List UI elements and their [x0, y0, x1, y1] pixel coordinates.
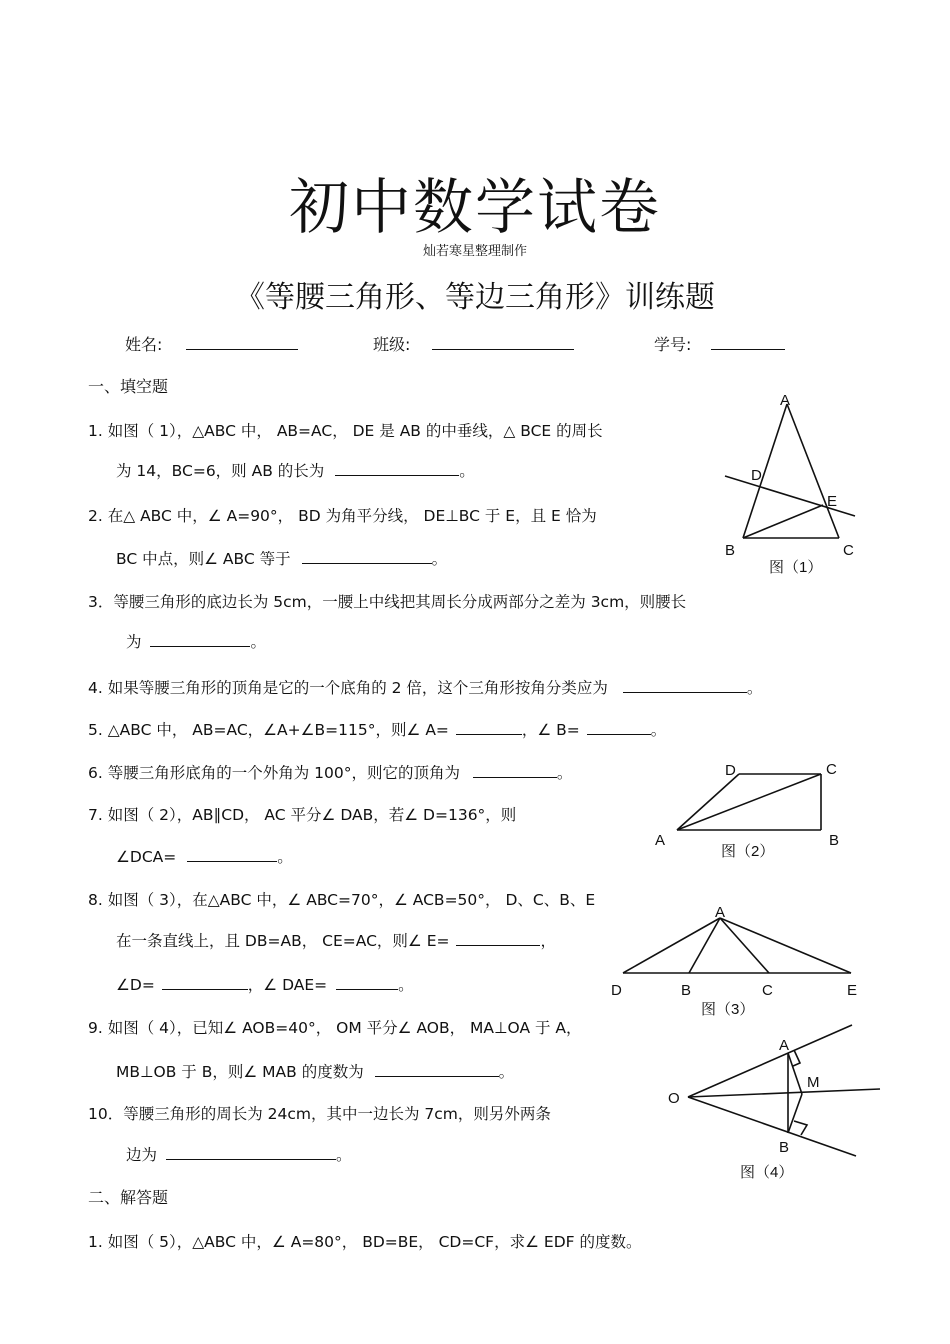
- question-1-line-2: [116, 459, 475, 481]
- question-7-text: ∠DCA=: [116, 848, 177, 866]
- question-6: [88, 761, 572, 783]
- question-10-line-2: [126, 1143, 351, 1165]
- class-field: [373, 332, 574, 355]
- question-8-text-b: 在一条直线上，且 DB=AB， CE=AC，则∠ E=: [116, 932, 450, 950]
- name-field: [125, 332, 298, 355]
- question-6-text: 6. 等腰三角形底角的一个外角为 100°，则它的顶角为: [88, 764, 460, 782]
- question-2-line-2: [116, 547, 447, 569]
- fig3-label-e: E: [847, 982, 858, 999]
- period: 。: [459, 462, 475, 480]
- id-field: [654, 332, 785, 355]
- answer-blank[interactable]: [375, 1060, 499, 1077]
- section-solve-heading: 二、解答题: [88, 1188, 169, 1207]
- fig3-label-d: D: [611, 982, 622, 999]
- question-1-line-1: 1. 如图（ 1），△ABC 中， AB=AC， DE 是 AB 的中垂线，△ BCE 的周长: [88, 422, 603, 440]
- name-blank[interactable]: [186, 333, 298, 350]
- period: 。: [746, 679, 763, 697]
- period: 。: [650, 721, 667, 739]
- period: 。: [277, 848, 293, 866]
- question-3-text: 为: [126, 633, 142, 651]
- fig1-caption: 图（1）: [769, 559, 823, 576]
- answer-blank[interactable]: [623, 676, 747, 693]
- fig3-caption: 图（3）: [701, 1001, 755, 1018]
- question-8-text-c1: ∠D=: [116, 976, 155, 994]
- answer-blank[interactable]: [302, 547, 432, 564]
- question-1-text: 为 14，BC=6，则 AB 的长为: [116, 462, 325, 480]
- fig2-label-d: D: [725, 762, 736, 779]
- fig4-label-o: O: [668, 1090, 680, 1107]
- period: 。: [498, 1063, 515, 1081]
- question-7-line-2: [116, 845, 293, 867]
- question-7-line-1: 7. 如图（ 2），AB∥CD， AC 平分∠ DAB，若∠ D=136°，则: [88, 806, 517, 824]
- answer-blank[interactable]: [335, 459, 459, 476]
- fig1-label-c: C: [843, 542, 854, 559]
- figure-2: [645, 755, 855, 865]
- figure-4: [660, 1020, 885, 1185]
- fig3-label-b: B: [681, 982, 692, 999]
- question-4-text: 4. 如果等腰三角形的顶角是它的一个底角的 2 倍，这个三角形按角分类应为: [88, 679, 608, 697]
- question-8-line-1: 8. 如图（ 3），在△ABC 中，∠ ABC=70°，∠ ACB=50°， D、C、B、E: [88, 891, 596, 909]
- question-8-line-3: [116, 973, 414, 995]
- page-title: 初中数学试卷: [289, 173, 661, 243]
- fig3-label-a: A: [715, 904, 726, 921]
- answer-blank-d[interactable]: [162, 973, 248, 990]
- class-label: 班级:: [373, 335, 411, 354]
- fig2-caption: 图（2）: [721, 843, 775, 860]
- figure-1: [715, 388, 875, 583]
- period: 。: [398, 976, 414, 994]
- fig1-label-a: A: [780, 392, 791, 409]
- class-blank[interactable]: [432, 333, 574, 350]
- fig2-label-c: C: [826, 761, 837, 778]
- period: 。: [250, 633, 266, 651]
- question-9-line-1: 9. 如图（ 4），已知∠ AOB=40°， OM 平分∠ AOB， MA⊥OA 于 A，: [88, 1019, 582, 1037]
- fig4-caption: 图（4）: [740, 1164, 794, 1181]
- answer-blank[interactable]: [150, 630, 250, 647]
- topic-heading: 《等腰三角形、等边三角形》训练题: [235, 280, 715, 315]
- id-label: 学号:: [654, 335, 692, 354]
- fig4-label-b: B: [779, 1139, 790, 1156]
- answer-blank[interactable]: [473, 761, 557, 778]
- comma: ，: [540, 932, 556, 950]
- answer-blank-dae[interactable]: [336, 973, 398, 990]
- answer-blank[interactable]: [166, 1143, 336, 1160]
- question-3-line-2: [126, 630, 266, 652]
- period: 。: [556, 764, 573, 782]
- figure-3: [605, 900, 870, 1020]
- answer-blank-b[interactable]: [587, 718, 651, 735]
- fig2-label-a: A: [655, 832, 666, 849]
- question-3-line-1: 3．等腰三角形的底边长为 5cm，一腰上中线把其周长分成两部分之差为 3cm，则腰长: [88, 593, 687, 611]
- question-5-text-b: ，∠ B=: [521, 721, 580, 739]
- fig4-label-m: M: [807, 1074, 820, 1091]
- question-2-line-1: 2. 在△ ABC 中，∠ A=90°， BD 为角平分线， DE⊥BC 于 E，且 E 恰为: [88, 507, 597, 525]
- id-blank[interactable]: [711, 333, 785, 350]
- question-10-line-1: 10．等腰三角形的周长为 24cm，其中一边长为 7cm，则另外两条: [88, 1105, 551, 1123]
- fig1-label-b: B: [725, 542, 736, 559]
- answer-blank-a[interactable]: [456, 718, 522, 735]
- name-label: 姓名:: [125, 335, 163, 354]
- section-fill-heading: 一、填空题: [88, 377, 169, 396]
- solve-question-1: 1. 如图（ 5），△ABC 中，∠ A=80°， BD=BE， CD=CF，求∠ EDF 的度数。: [88, 1233, 642, 1251]
- question-2-text: BC 中点，则∠ ABC 等于: [116, 550, 291, 568]
- answer-blank[interactable]: [187, 845, 277, 862]
- question-5: [88, 718, 666, 740]
- question-4: [88, 676, 762, 698]
- question-8-text-c2: ，∠ DAE=: [247, 976, 328, 994]
- question-5-text-a: 5. △ABC 中， AB=AC，∠A+∠B=115°，则∠ A=: [88, 721, 449, 739]
- period: 。: [431, 550, 448, 568]
- question-10-text: 边为: [126, 1146, 158, 1164]
- fig1-label-e: E: [827, 493, 838, 510]
- question-8-line-2: [116, 929, 556, 951]
- fig2-label-b: B: [829, 832, 840, 849]
- fig4-label-a: A: [779, 1037, 790, 1054]
- answer-blank-e[interactable]: [456, 929, 540, 946]
- page-subtitle: 灿若寒星整理制作: [422, 244, 527, 259]
- question-9-text: MB⊥OB 于 B，则∠ MAB 的度数为: [116, 1063, 364, 1081]
- question-9-line-2: [116, 1060, 514, 1082]
- fig1-label-d: D: [751, 467, 762, 484]
- period: 。: [335, 1146, 352, 1164]
- fig3-label-c: C: [762, 982, 773, 999]
